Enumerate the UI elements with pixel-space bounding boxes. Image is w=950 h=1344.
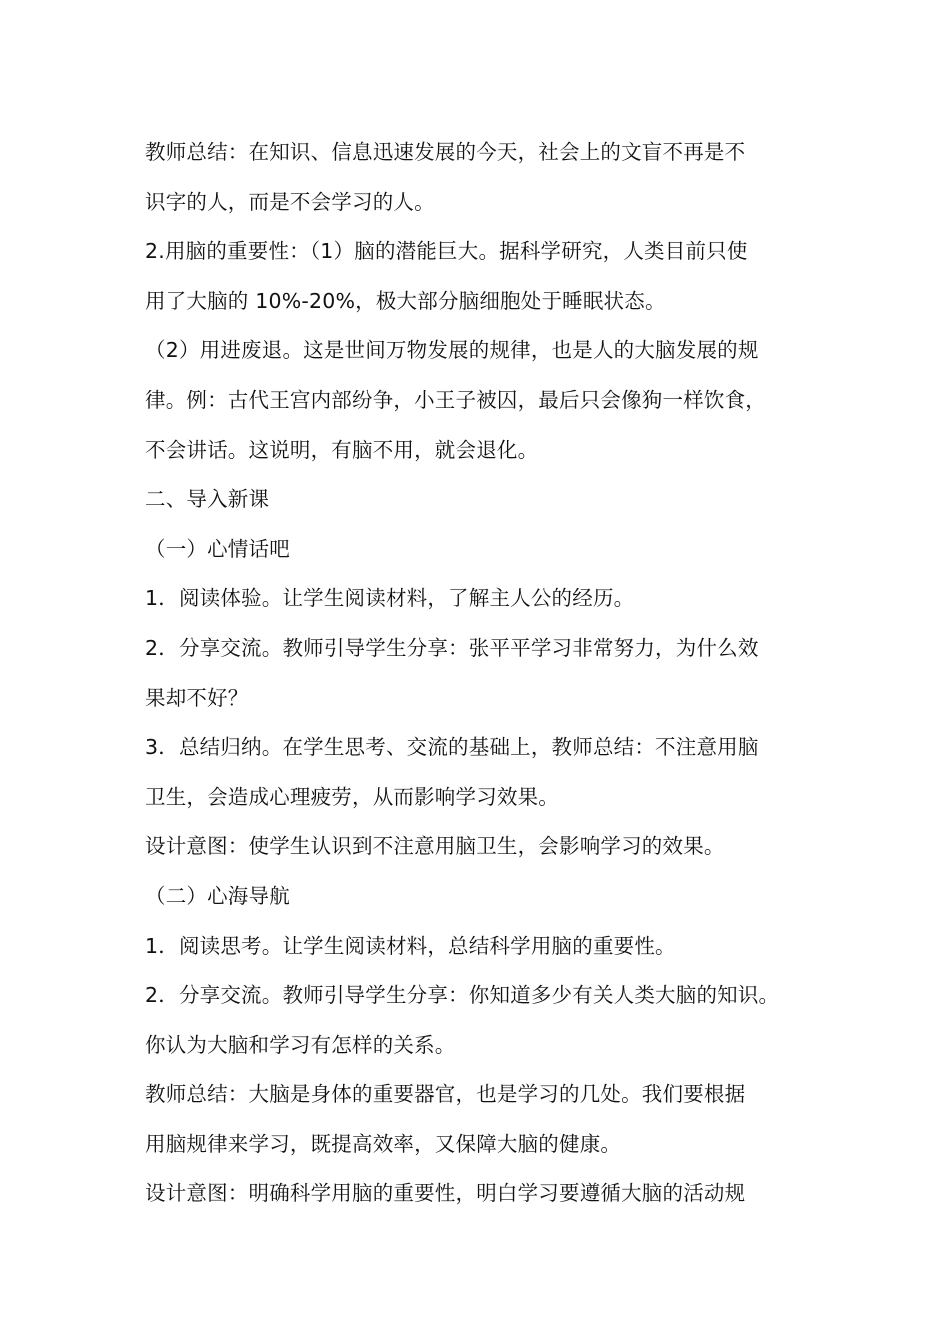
paragraph-line: 卫生，会造成心理疲劳，从而影响学习效果。	[145, 784, 559, 809]
document-body	[145, 128, 825, 1219]
subsection-heading: （二）心海导航	[145, 883, 290, 908]
paragraph-line: 果却不好？	[145, 685, 249, 710]
paragraph-line: 用脑规律来学习，既提高效率，又保障大脑的健康。	[145, 1131, 622, 1156]
paragraph-line: 用了大脑的 10%-20%，极大部分脑细胞处于睡眠状态。	[145, 288, 666, 313]
paragraph-line: 教师总结：大脑是身体的重要器官，也是学习的几处。我们要根据	[145, 1082, 746, 1107]
paragraph-line: 1．阅读思考。让学生阅读材料，总结科学用脑的重要性。	[145, 933, 676, 958]
paragraph-line: 识字的人，而是不会学习的人。	[145, 189, 435, 214]
paragraph-line: 2.用脑的重要性：（1）脑的潜能巨大。据科学研究，人类目前只使	[145, 239, 748, 264]
paragraph-line: 教师总结：在知识、信息迅速发展的今天，社会上的文盲不再是不	[145, 140, 746, 164]
paragraph-line: 2．分享交流。教师引导学生分享：你知道多少有关人类大脑的知识。	[145, 983, 780, 1008]
paragraph-line: 1．阅读体验。让学生阅读材料，了解主人公的经历。	[145, 586, 635, 611]
section-heading: 二、导入新课	[145, 487, 270, 512]
paragraph-line: 不会讲话。这说明，有脑不用，就会退化。	[145, 437, 539, 462]
paragraph-line: 2．分享交流。教师引导学生分享：张平平学习非常努力，为什么效	[145, 635, 759, 660]
paragraph-line: （2）用进废退。这是世间万物发展的规律，也是人的大脑发展的规	[145, 338, 759, 363]
subsection-heading: （一）心情话吧	[145, 536, 290, 561]
paragraph-line: 3．总结归纳。在学生思考、交流的基础上，教师总结：不注意用脑	[145, 735, 759, 760]
paragraph-line: 你认为大脑和学习有怎样的关系。	[145, 1032, 456, 1057]
paragraph-line: 设计意图：明确科学用脑的重要性，明白学习要遵循大脑的活动规	[145, 1181, 746, 1206]
paragraph-line: 设计意图：使学生认识到不注意用脑卫生，会影响学习的效果。	[145, 834, 725, 859]
paragraph-line: 律。例：古代王宫内部纷争，小王子被囚，最后只会像狗一样饮食，	[145, 387, 766, 412]
